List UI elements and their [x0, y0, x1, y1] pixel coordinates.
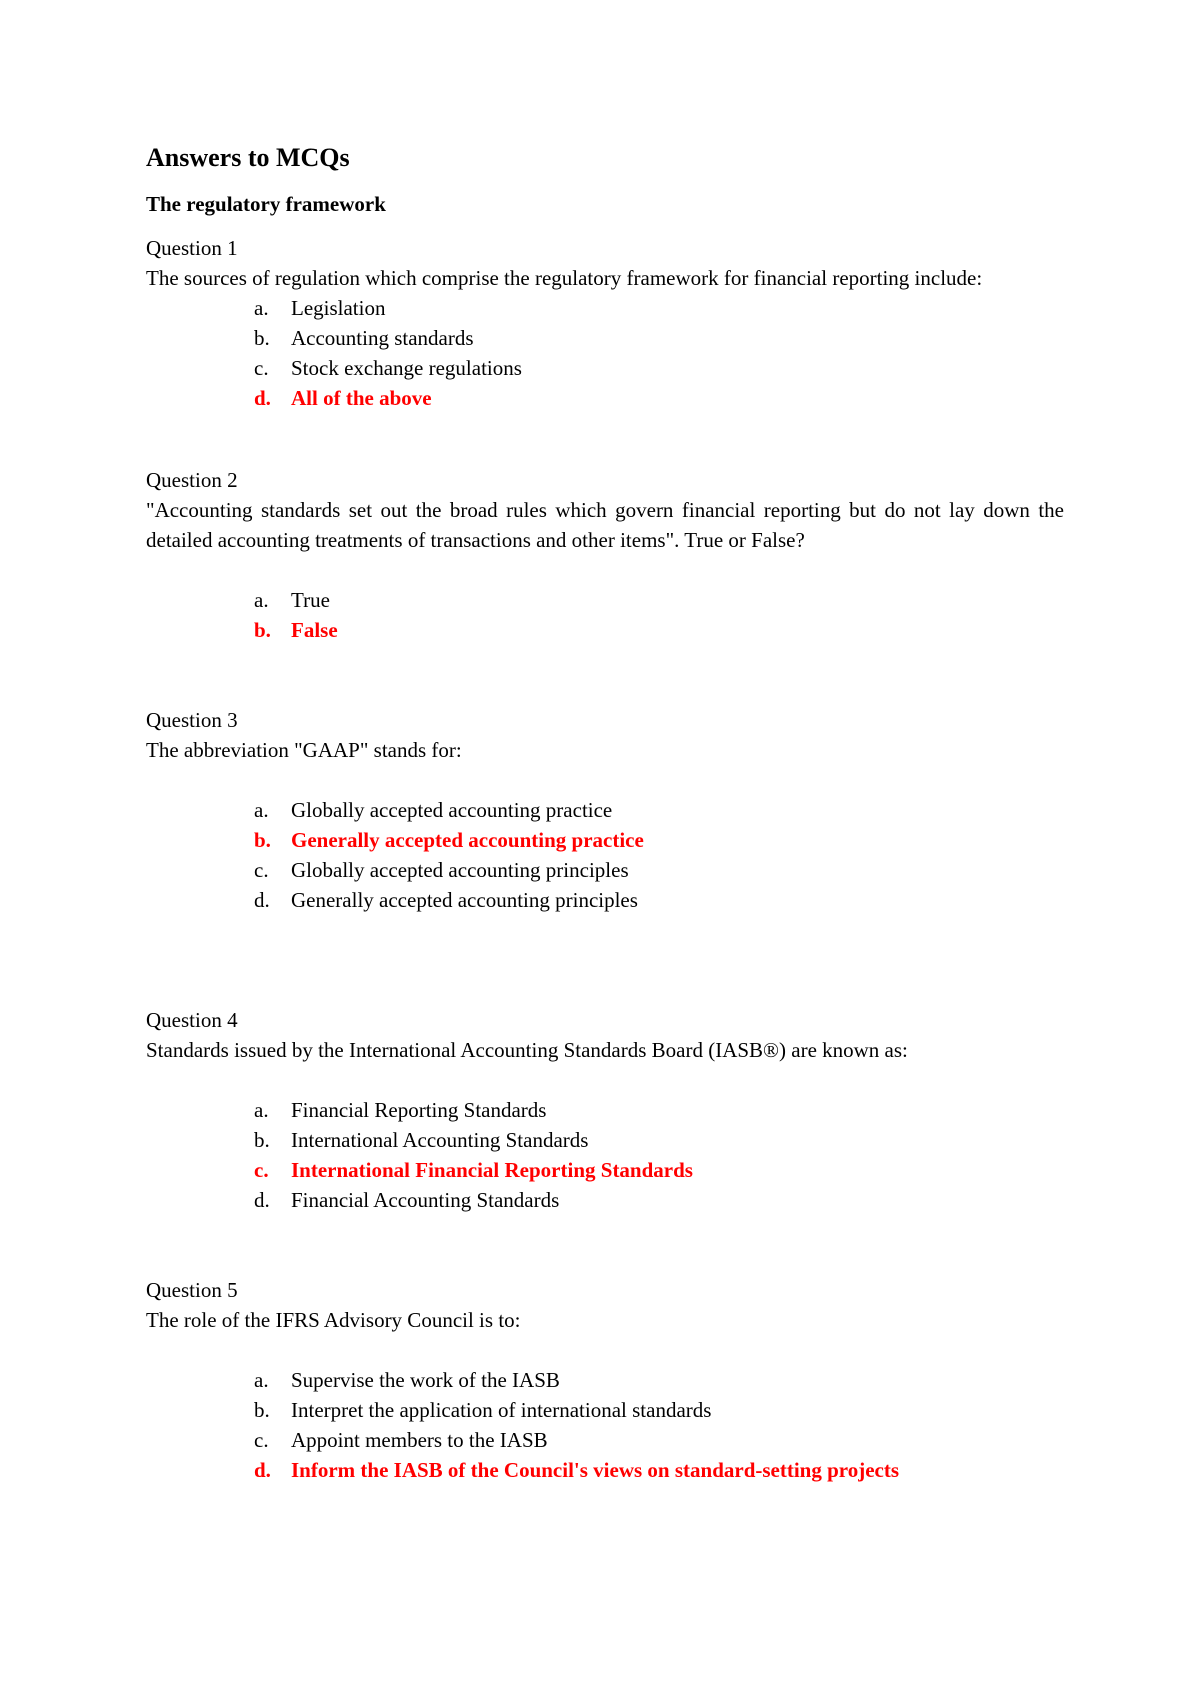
option-letter: b.	[254, 326, 270, 350]
option-letter: d.	[254, 888, 270, 912]
option-letter: d.	[254, 1458, 271, 1482]
question-text: "Accounting standards set out the broad rules which govern financial reporting but do not lay down the detailed accounting treatments of transactions and other items". True or False?	[146, 498, 1064, 552]
option-text: Inform the IASB of the Council's views on standard-setting projects	[291, 1458, 900, 1482]
option-text: Legislation	[291, 296, 386, 320]
option-list	[146, 795, 1064, 915]
option-text: Accounting standards	[291, 326, 474, 350]
option-letter: c.	[254, 1158, 269, 1182]
question-2	[146, 465, 1064, 645]
option-text: Supervise the work of the IASB	[291, 1368, 560, 1392]
option-d	[254, 885, 1064, 915]
option-list	[146, 293, 1064, 413]
option-c	[254, 855, 1064, 885]
question-label: Question 5	[146, 1278, 238, 1302]
question-label: Question 1	[146, 236, 238, 260]
option-text: International Financial Reporting Standards	[291, 1158, 693, 1182]
question-text: Standards issued by the International Accounting Standards Board (IASB®) are known as:	[146, 1038, 908, 1062]
question-label: Question 4	[146, 1008, 238, 1032]
option-a	[254, 1095, 1064, 1125]
option-text: International Accounting Standards	[291, 1128, 589, 1152]
option-letter: b.	[254, 1128, 270, 1152]
option-letter: b.	[254, 1398, 270, 1422]
option-text: Financial Accounting Standards	[291, 1188, 560, 1212]
option-list	[146, 585, 1064, 645]
option-text: Interpret the application of international standards	[291, 1398, 712, 1422]
question-text: The role of the IFRS Advisory Council is to:	[146, 1308, 521, 1332]
option-letter: c.	[254, 356, 269, 380]
question-5	[146, 1275, 1064, 1485]
option-d-correct-answer	[254, 383, 1064, 413]
question-label: Question 2	[146, 468, 238, 492]
option-letter: d.	[254, 1188, 270, 1212]
option-b	[254, 323, 1064, 353]
section-title: The regulatory framework	[146, 192, 386, 216]
option-b-correct-answer	[254, 825, 1064, 855]
option-b	[254, 1395, 1064, 1425]
question-label: Question 3	[146, 708, 238, 732]
option-letter: a.	[254, 798, 269, 822]
question-3	[146, 705, 1064, 915]
option-a	[254, 1365, 1064, 1395]
option-text: True	[291, 588, 330, 612]
option-d	[254, 1185, 1064, 1215]
option-text: Stock exchange regulations	[291, 356, 522, 380]
option-letter: a.	[254, 1098, 269, 1122]
option-a	[254, 795, 1064, 825]
option-a	[254, 293, 1064, 323]
option-letter: a.	[254, 588, 269, 612]
page-title: Answers to MCQs	[146, 143, 350, 172]
option-letter: a.	[254, 1368, 269, 1392]
option-letter: d.	[254, 386, 271, 410]
question-text: The abbreviation "GAAP" stands for:	[146, 738, 462, 762]
option-text: Globally accepted accounting principles	[291, 858, 629, 882]
option-a	[254, 585, 1064, 615]
option-d-correct-answer	[254, 1455, 1064, 1485]
option-text: Appoint members to the IASB	[291, 1428, 548, 1452]
option-letter: c.	[254, 858, 269, 882]
question-text: The sources of regulation which comprise the regulatory framework for financial reporting include:	[146, 266, 983, 290]
option-text: All of the above	[291, 386, 432, 410]
option-b	[254, 1125, 1064, 1155]
option-letter: a.	[254, 296, 269, 320]
option-c-correct-answer	[254, 1155, 1064, 1185]
option-c	[254, 353, 1064, 383]
option-letter: b.	[254, 828, 271, 852]
option-text: Generally accepted accounting principles	[291, 888, 638, 912]
option-list	[146, 1365, 1064, 1485]
question-1	[146, 233, 1064, 413]
option-b-correct-answer	[254, 615, 1064, 645]
option-list	[146, 1095, 1064, 1215]
option-text: Financial Reporting Standards	[291, 1098, 547, 1122]
option-text: False	[291, 618, 338, 642]
option-text: Generally accepted accounting practice	[291, 828, 644, 852]
option-letter: c.	[254, 1428, 269, 1452]
option-c	[254, 1425, 1064, 1455]
option-text: Globally accepted accounting practice	[291, 798, 613, 822]
option-letter: b.	[254, 618, 271, 642]
question-4	[146, 1005, 1064, 1215]
